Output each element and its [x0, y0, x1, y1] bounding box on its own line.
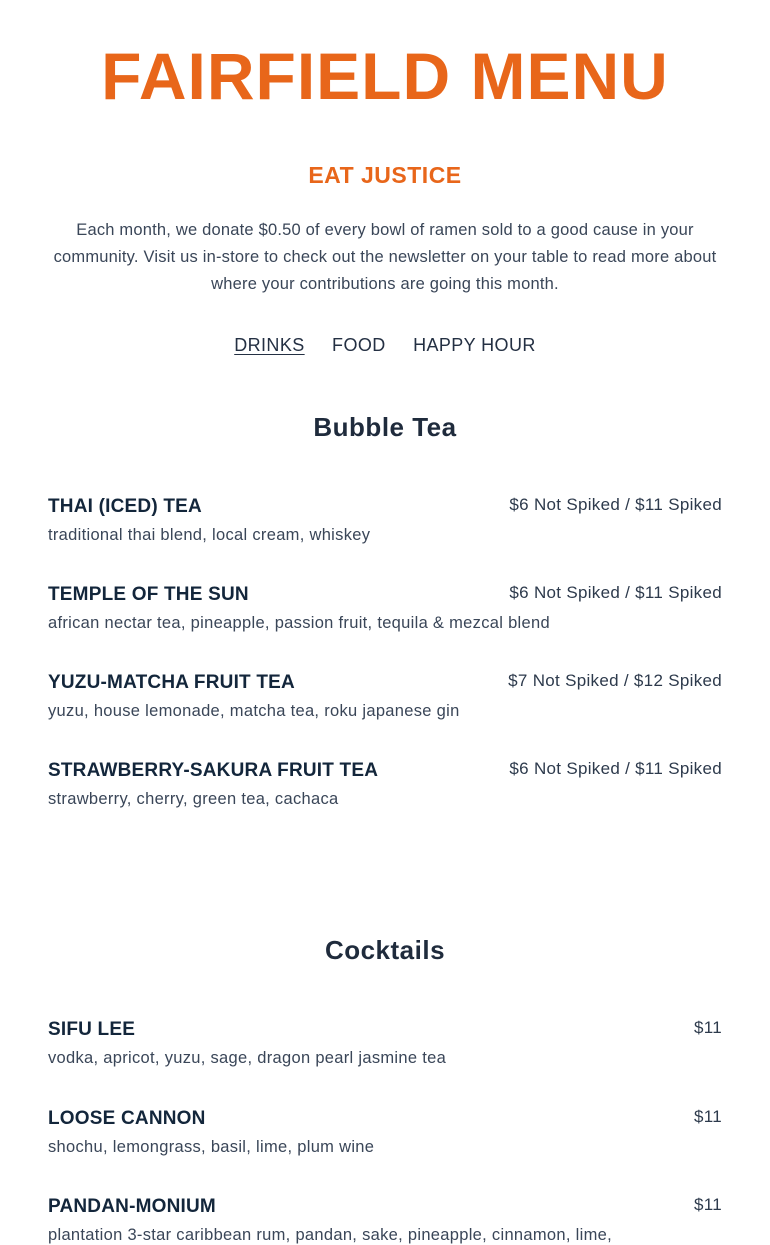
section-title-bubble-tea: Bubble Tea	[313, 412, 457, 442]
item-price: $6 Not Spiked / $11 Spiked	[509, 759, 722, 778]
item-price: $7 Not Spiked / $12 Spiked	[508, 671, 722, 690]
nav-drinks[interactable]: DRINKS	[234, 335, 305, 355]
item-description: plantation 3-star caribbean rum, pandan, sake, pineapple, cinnamon, lime,	[48, 1226, 612, 1244]
section-title-cocktails: Cocktails	[324, 935, 446, 965]
item-description: vodka, apricot, yuzu, sage, dragon pearl jasmine tea	[48, 1049, 447, 1067]
menu-nav	[0, 332, 770, 358]
nav-food[interactable]: FOOD	[332, 335, 386, 355]
item-name: THAI (ICED) TEA	[48, 496, 202, 517]
item-description: african nectar tea, pineapple, passion fruit, tequila & mezcal blend	[48, 614, 550, 632]
item-name: SIFU LEE	[48, 1019, 136, 1040]
menu-item	[48, 583, 722, 639]
item-name: PANDAN-MONIUM	[48, 1196, 216, 1217]
menu-item	[48, 1195, 722, 1245]
item-description: shochu, lemongrass, basil, lime, plum wine	[48, 1138, 375, 1156]
item-price: $11	[693, 1018, 722, 1037]
item-name: YUZU-MATCHA FRUIT TEA	[48, 672, 295, 693]
item-description: traditional thai blend, local cream, whiskey	[48, 526, 371, 544]
item-name: LOOSE CANNON	[48, 1108, 206, 1129]
page-title: FAIRFIELD MENU	[101, 39, 669, 113]
item-description: strawberry, cherry, green tea, cachaca	[48, 790, 339, 808]
item-price: $11	[693, 1107, 722, 1126]
intro-paragraph: Each month, we donate $0.50 of every bowl of ramen sold to a good cause in your community. Visit us in-store to check out the newsletter on your table to read more about where your contributions are going this month.	[53, 221, 717, 293]
item-price: $6 Not Spiked / $11 Spiked	[509, 495, 722, 514]
item-price: $6 Not Spiked / $11 Spiked	[509, 583, 722, 602]
item-description: yuzu, house lemonade, matcha tea, roku japanese gin	[48, 702, 460, 720]
item-price: $11	[693, 1195, 722, 1214]
menu-item	[48, 759, 722, 815]
item-name: TEMPLE OF THE SUN	[48, 584, 249, 605]
page-subtitle: EAT JUSTICE	[308, 162, 462, 188]
menu-item	[48, 671, 722, 727]
item-name: STRAWBERRY-SAKURA FRUIT TEA	[48, 760, 379, 781]
menu-item	[48, 1107, 722, 1163]
menu-item	[48, 1018, 722, 1074]
nav-happy-hour[interactable]: HAPPY HOUR	[413, 335, 536, 355]
menu-item	[48, 495, 722, 551]
